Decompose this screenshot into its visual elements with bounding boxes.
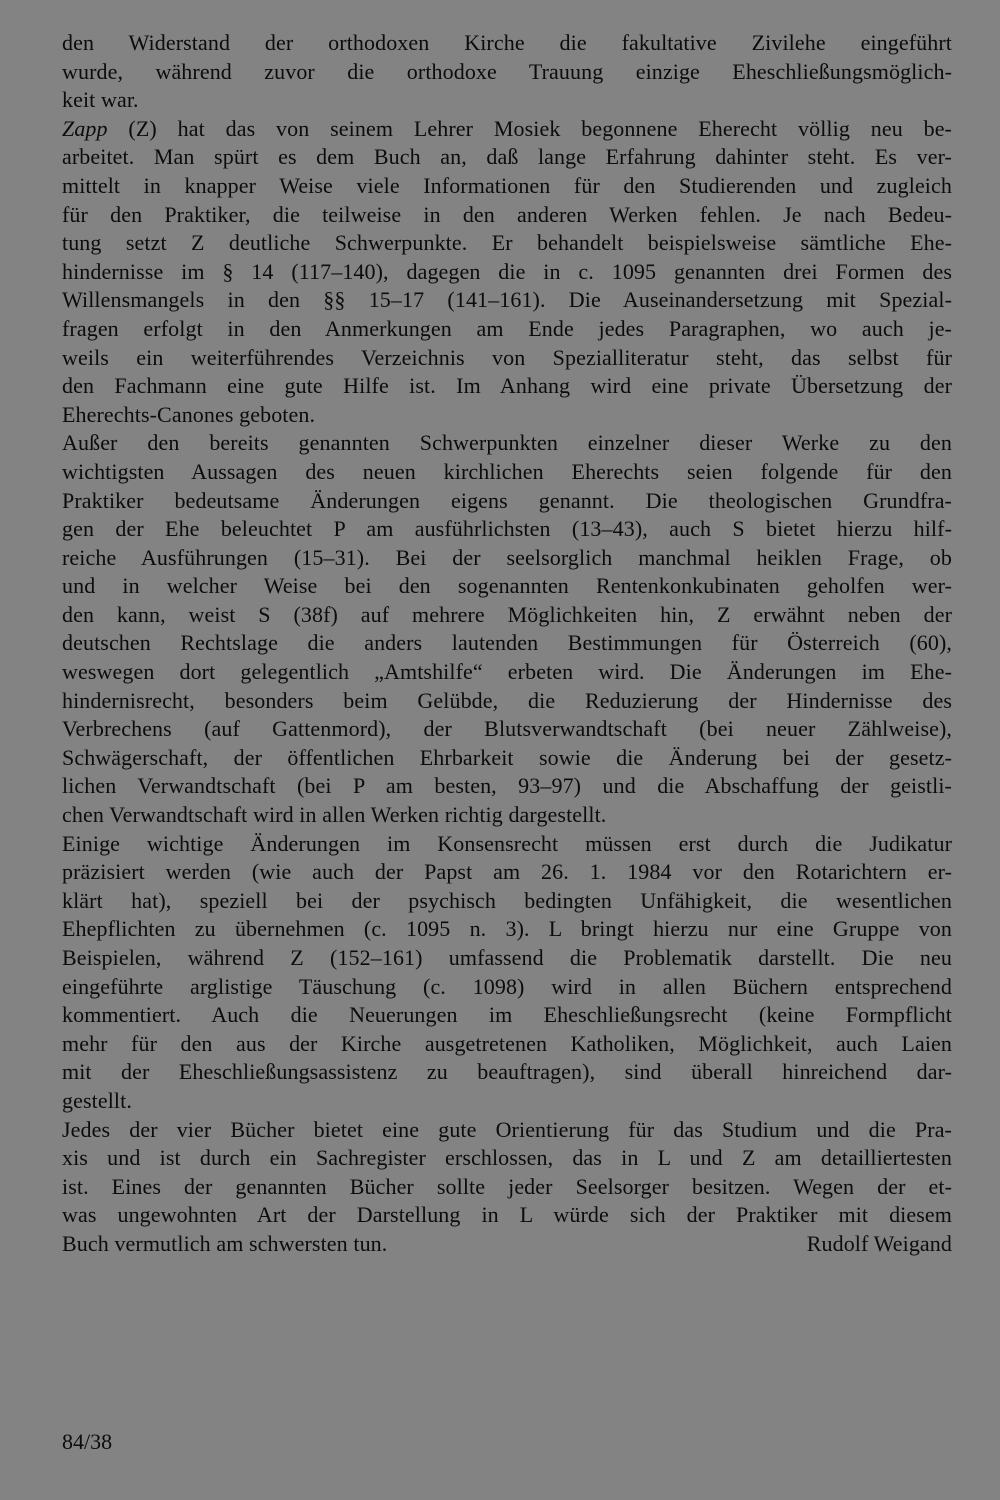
text-line: Schwägerschaft, der öffentlichen Ehrbarkeit sowie die Änderung bei der gesetz- bbox=[62, 744, 952, 770]
text-line: reiche Ausführungen (15–31). Bei der seelsorglich manchmal heiklen Frage, ob bbox=[62, 544, 952, 570]
review-text bbox=[62, 29, 952, 1259]
text-line: gen der Ehe beleuchtet P am ausführlichsten (13–43), auch S bietet hierzu hilf- bbox=[62, 516, 952, 542]
author-name-italic: Zapp bbox=[62, 115, 108, 141]
text-line: weils ein weiterführendes Verzeichnis von Spezialliteratur steht, das selbst für bbox=[62, 344, 952, 370]
text-line: präzisiert werden (wie auch der Papst am 26. 1. 1984 vor den Rotarichtern er- bbox=[62, 859, 952, 885]
text-line: Verbrechens (auf Gattenmord), der Blutsverwandtschaft (bei neuer Zählweise), bbox=[62, 716, 952, 742]
text-line: den Widerstand der orthodoxen Kirche die fakultative Zivilehe eingeführt bbox=[62, 30, 952, 55]
text-line: für den Praktiker, die teilweise in den anderen Werken fehlen. Je nach Bedeu- bbox=[62, 201, 952, 227]
text-line: gestellt. bbox=[62, 1087, 132, 1113]
text-line: was ungewohnten Art der Darstellung in L würde sich der Praktiker mit diesem bbox=[62, 1202, 952, 1228]
page-number: 84/38 bbox=[62, 1429, 113, 1454]
text-line: Außer den bereits genannten Schwerpunkten einzelner dieser Werke zu den bbox=[62, 430, 952, 456]
paragraph-4 bbox=[62, 830, 952, 1116]
text-line: chen Verwandtschaft wird in allen Werken richtig dargestellt. bbox=[62, 802, 607, 828]
text-line: klärt hat), speziell bei der psychisch bedingten Unfähigkeit, die wesentlichen bbox=[62, 887, 952, 913]
text-line: hindernisse im § 14 (117–140), dagegen die in c. 1095 genannten drei Formen des bbox=[62, 258, 952, 284]
text-line: mittelt in knapper Weise viele Informationen für den Studierenden und zugleich bbox=[62, 172, 952, 198]
text-line: deutschen Rechtslage die anders lautenden Bestimmungen für Österreich (60), bbox=[62, 630, 952, 656]
paragraph-3 bbox=[62, 429, 952, 829]
text-line: fragen erfolgt in den Anmerkungen am Ende jedes Paragraphen, wo auch je- bbox=[62, 315, 952, 341]
text-line: Einige wichtige Änderungen im Konsensrecht müssen erst durch die Judikatur bbox=[62, 830, 952, 856]
text-line: lichen Verwandtschaft (bei P am besten, 93–97) und die Abschaffung der geistli- bbox=[62, 773, 952, 799]
text-line: hindernisrecht, besonders beim Gelübde, die Reduzierung der Hindernisse des bbox=[62, 687, 952, 713]
text-line bbox=[62, 115, 952, 144]
paragraph-5 bbox=[62, 1116, 952, 1259]
text-line: wichtigsten Aussagen des neuen kirchlichen Eherechts seien folgende für den bbox=[62, 458, 952, 484]
text-line: wurde, während zuvor die orthodoxe Trauung einzige Eheschließungsmöglich- bbox=[62, 58, 952, 84]
text-line: den kann, weist S (38f) auf mehrere Möglichkeiten hin, Z erwähnt neben der bbox=[62, 601, 952, 627]
author-signature: Rudolf Weigand bbox=[806, 1230, 952, 1256]
closing-sentence: Buch vermutlich am schwersten tun. bbox=[62, 1230, 388, 1256]
text-line: Willensmangels in den §§ 15–17 (141–161). Die Auseinandersetzung mit Spezial- bbox=[62, 287, 952, 313]
text-line: tung setzt Z deutliche Schwerpunkte. Er behandelt beispielsweise sämtliche Ehe- bbox=[62, 230, 952, 256]
text-line: ist. Eines der genannten Bücher sollte jeder Seelsorger besitzen. Wegen der et- bbox=[62, 1173, 952, 1199]
text-line: Praktiker bedeutsame Änderungen eigens genannt. Die theologischen Grundfra- bbox=[62, 487, 952, 513]
text-line: eingeführte arglistige Täuschung (c. 1098) wird in allen Büchern entsprechend bbox=[62, 973, 952, 999]
text-line: weswegen dort gelegentlich „Amtshilfe“ erbeten wird. Die Änderungen im Ehe- bbox=[62, 659, 952, 685]
text-line: arbeitet. Man spürt es dem Buch an, daß lange Erfahrung dahinter steht. Es ver- bbox=[62, 144, 952, 170]
text-line: keit war. bbox=[62, 87, 139, 113]
text-line: Beispielen, während Z (152–161) umfassend die Problematik darstellt. Die neu bbox=[62, 945, 952, 970]
paragraph-1 bbox=[62, 29, 952, 115]
text-line: mehr für den aus der Kirche ausgetretenen Katholiken, Möglichkeit, auch Laien bbox=[62, 1030, 952, 1056]
text-line-rest: (Z) hat das von seinem Lehrer Mosiek begonnene Eherecht völlig neu be- bbox=[107, 115, 952, 141]
text-line: Eherechts-Canones geboten. bbox=[62, 401, 316, 427]
text-line: Ehepflichten zu übernehmen (c. 1095 n. 3). L bringt hierzu nur eine Gruppe von bbox=[62, 916, 952, 942]
text-line: kommentiert. Auch die Neuerungen im Eheschließungsrecht (keine Formpflicht bbox=[62, 1002, 952, 1028]
text-line: xis und ist durch ein Sachregister erschlossen, das in L und Z am detailliertesten bbox=[62, 1145, 952, 1171]
text-line: den Fachmann eine gute Hilfe ist. Im Anhang wird eine private Übersetzung der bbox=[62, 373, 952, 399]
text-line: mit der Eheschließungsassistenz zu beauftragen), sind überall hinreichend dar- bbox=[62, 1059, 952, 1085]
text-line: und in welcher Weise bei den sogenannten Rentenkonkubinaten geholfen wer- bbox=[62, 573, 952, 599]
closing-line bbox=[62, 1230, 952, 1259]
text-line: Jedes der vier Bücher bietet eine gute Orientierung für das Studium und die Pra- bbox=[62, 1116, 952, 1142]
paragraph-2 bbox=[62, 115, 952, 430]
